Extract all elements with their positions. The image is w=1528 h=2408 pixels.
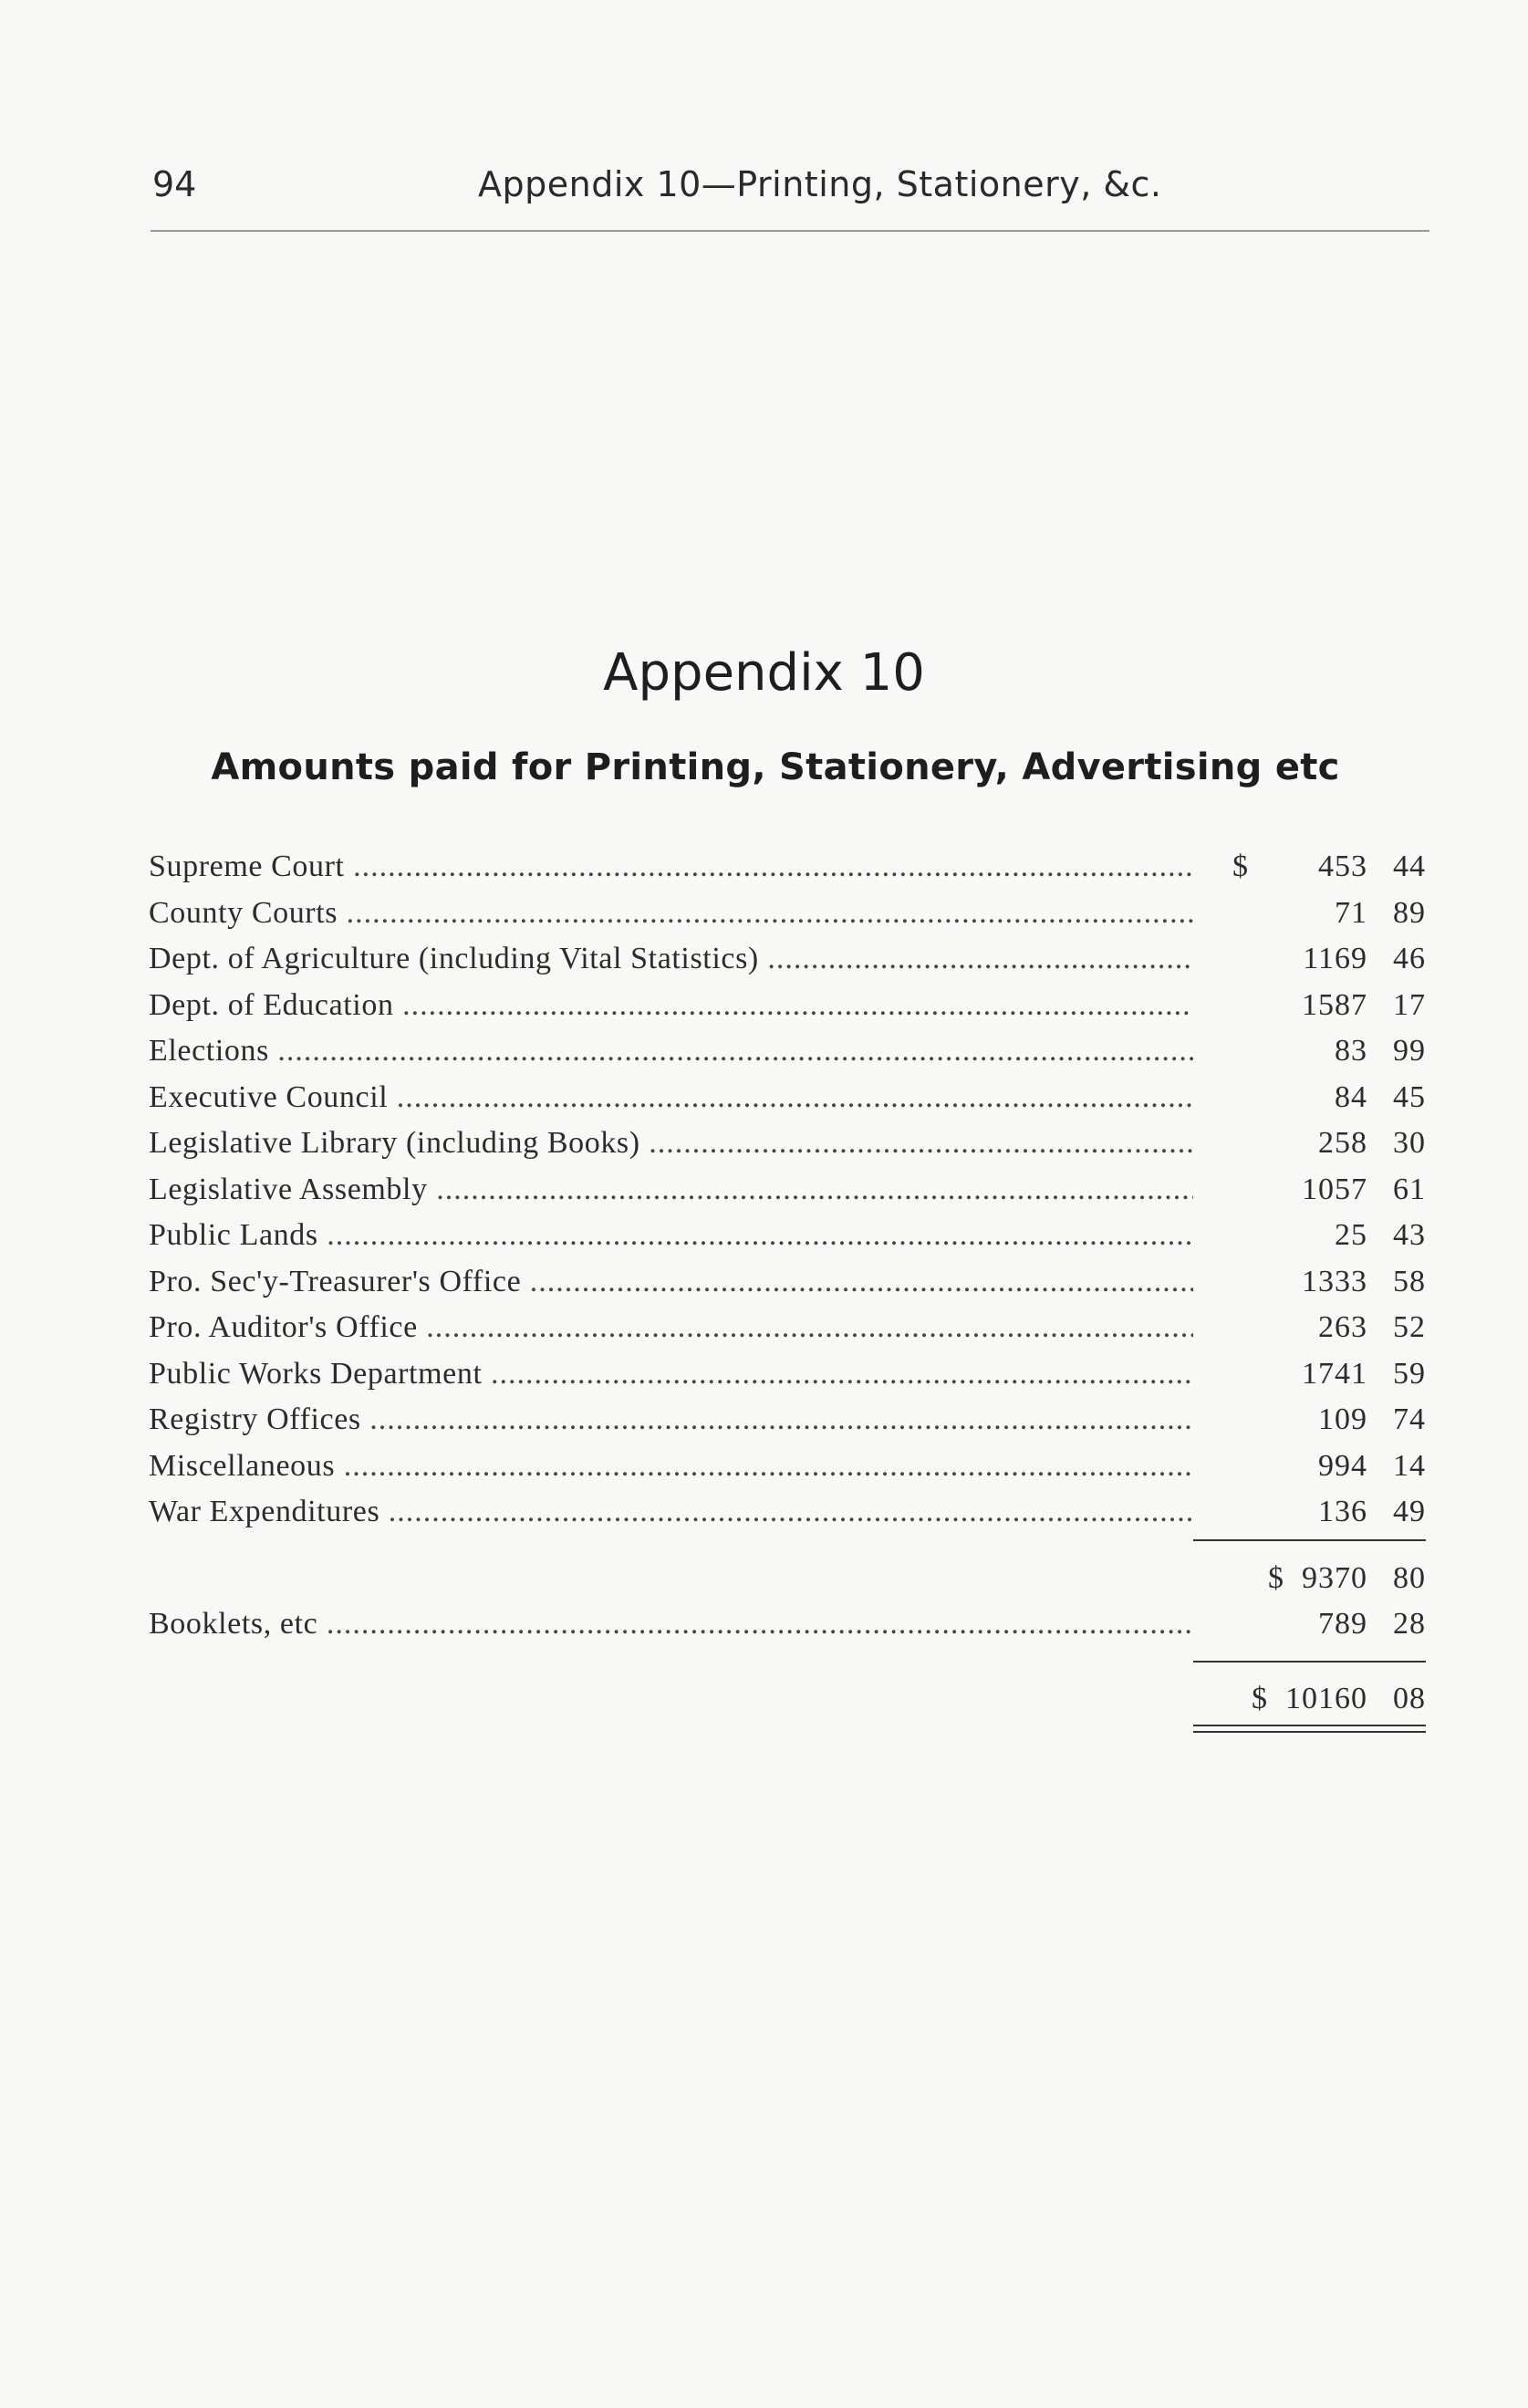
expense-row <box>149 936 1426 983</box>
expense-amount: 994 14 <box>1318 1448 1426 1483</box>
subtotal-amount: $ 9370 80 <box>1268 1561 1426 1595</box>
expense-label: Public Lands ..... <box>149 1213 1193 1258</box>
currency-symbol: $ <box>1268 1561 1284 1595</box>
expense-row <box>149 891 1426 937</box>
expense-amount: 109 74 <box>1318 1402 1426 1436</box>
grand-total-double-rule-top <box>1193 1725 1426 1726</box>
booklets-amount: 789 28 <box>1318 1607 1426 1641</box>
appendix-title: Appendix 10 <box>603 643 925 703</box>
page-number: 94 <box>152 164 197 204</box>
expense-row <box>149 1305 1426 1351</box>
running-title: Appendix 10—Printing, Stationery, &c. <box>478 164 1162 204</box>
grand-total-amount: $ 10160 08 <box>1252 1682 1426 1715</box>
expense-amount: 1587 17 <box>1302 987 1426 1022</box>
expense-label: Supreme Court ..... <box>149 844 1193 890</box>
booklets-row <box>149 1601 1426 1648</box>
header-rule <box>151 230 1429 232</box>
expense-amount: 1741 59 <box>1302 1356 1426 1391</box>
totals-block <box>149 1556 1426 1648</box>
expense-amount: 25 43 <box>1335 1218 1426 1252</box>
expense-row <box>149 844 1426 891</box>
expense-row <box>149 1121 1426 1167</box>
expense-amount: 84 45 <box>1335 1079 1426 1114</box>
expense-row <box>149 1075 1426 1121</box>
booklets-label: Booklets, etc ..... <box>149 1601 1193 1647</box>
expense-amount: 83 99 <box>1335 1034 1426 1068</box>
grand-total-block <box>149 1676 1426 1722</box>
expense-list <box>149 844 1426 1536</box>
expense-amount: 258 30 <box>1318 1126 1426 1160</box>
grand-total-double-rule-bottom <box>1193 1731 1426 1733</box>
expense-row <box>149 1444 1426 1490</box>
expense-label: Legislative Library (including Books) ..... <box>149 1121 1193 1166</box>
expense-label: Elections ..... <box>149 1028 1193 1074</box>
expense-label: County Courts ..... <box>149 891 1193 936</box>
expense-label: Dept. of Education ..... <box>149 983 1193 1028</box>
expense-label: Pro. Auditor's Office ..... <box>149 1305 1193 1350</box>
subtotal-rule <box>1193 1539 1426 1541</box>
currency-symbol: $ <box>1232 850 1248 883</box>
expense-row <box>149 1213 1426 1259</box>
page-header <box>148 164 1429 210</box>
subtotal-row <box>149 1556 1426 1601</box>
expense-amount: 1333 58 <box>1302 1264 1426 1298</box>
expense-amount: 453 44 <box>1318 850 1426 883</box>
expense-label: Miscellaneous ..... <box>149 1444 1193 1489</box>
appendix-subtitle: Amounts paid for Printing, Stationery, Advertising etc <box>211 746 1340 788</box>
expense-amount: 1057 61 <box>1302 1172 1426 1206</box>
expense-label: Legislative Assembly ..... <box>149 1167 1193 1213</box>
expense-amount: 1169 46 <box>1303 942 1426 975</box>
expense-label: Executive Council ..... <box>149 1075 1193 1121</box>
expense-label: Pro. Sec'y-Treasurer's Office ..... <box>149 1259 1193 1305</box>
expense-row <box>149 983 1426 1029</box>
expense-label: Public Works Department ..... <box>149 1351 1193 1397</box>
expense-row <box>149 1489 1426 1536</box>
total-rule <box>1193 1661 1426 1663</box>
expense-label: War Expenditures ..... <box>149 1489 1193 1535</box>
expense-amount: 136 49 <box>1318 1495 1426 1528</box>
expense-amount: 71 89 <box>1335 895 1426 930</box>
grand-total-row <box>149 1676 1426 1722</box>
expense-row <box>149 1028 1426 1075</box>
expense-row <box>149 1397 1426 1444</box>
expense-row <box>149 1351 1426 1398</box>
expense-amount: 263 52 <box>1318 1310 1426 1344</box>
currency-symbol: $ <box>1252 1682 1268 1715</box>
expense-label: Registry Offices ..... <box>149 1397 1193 1443</box>
expense-row <box>149 1259 1426 1306</box>
expense-label: Dept. of Agriculture (including Vital Statistics) ..... <box>149 936 1193 982</box>
expense-row <box>149 1167 1426 1214</box>
